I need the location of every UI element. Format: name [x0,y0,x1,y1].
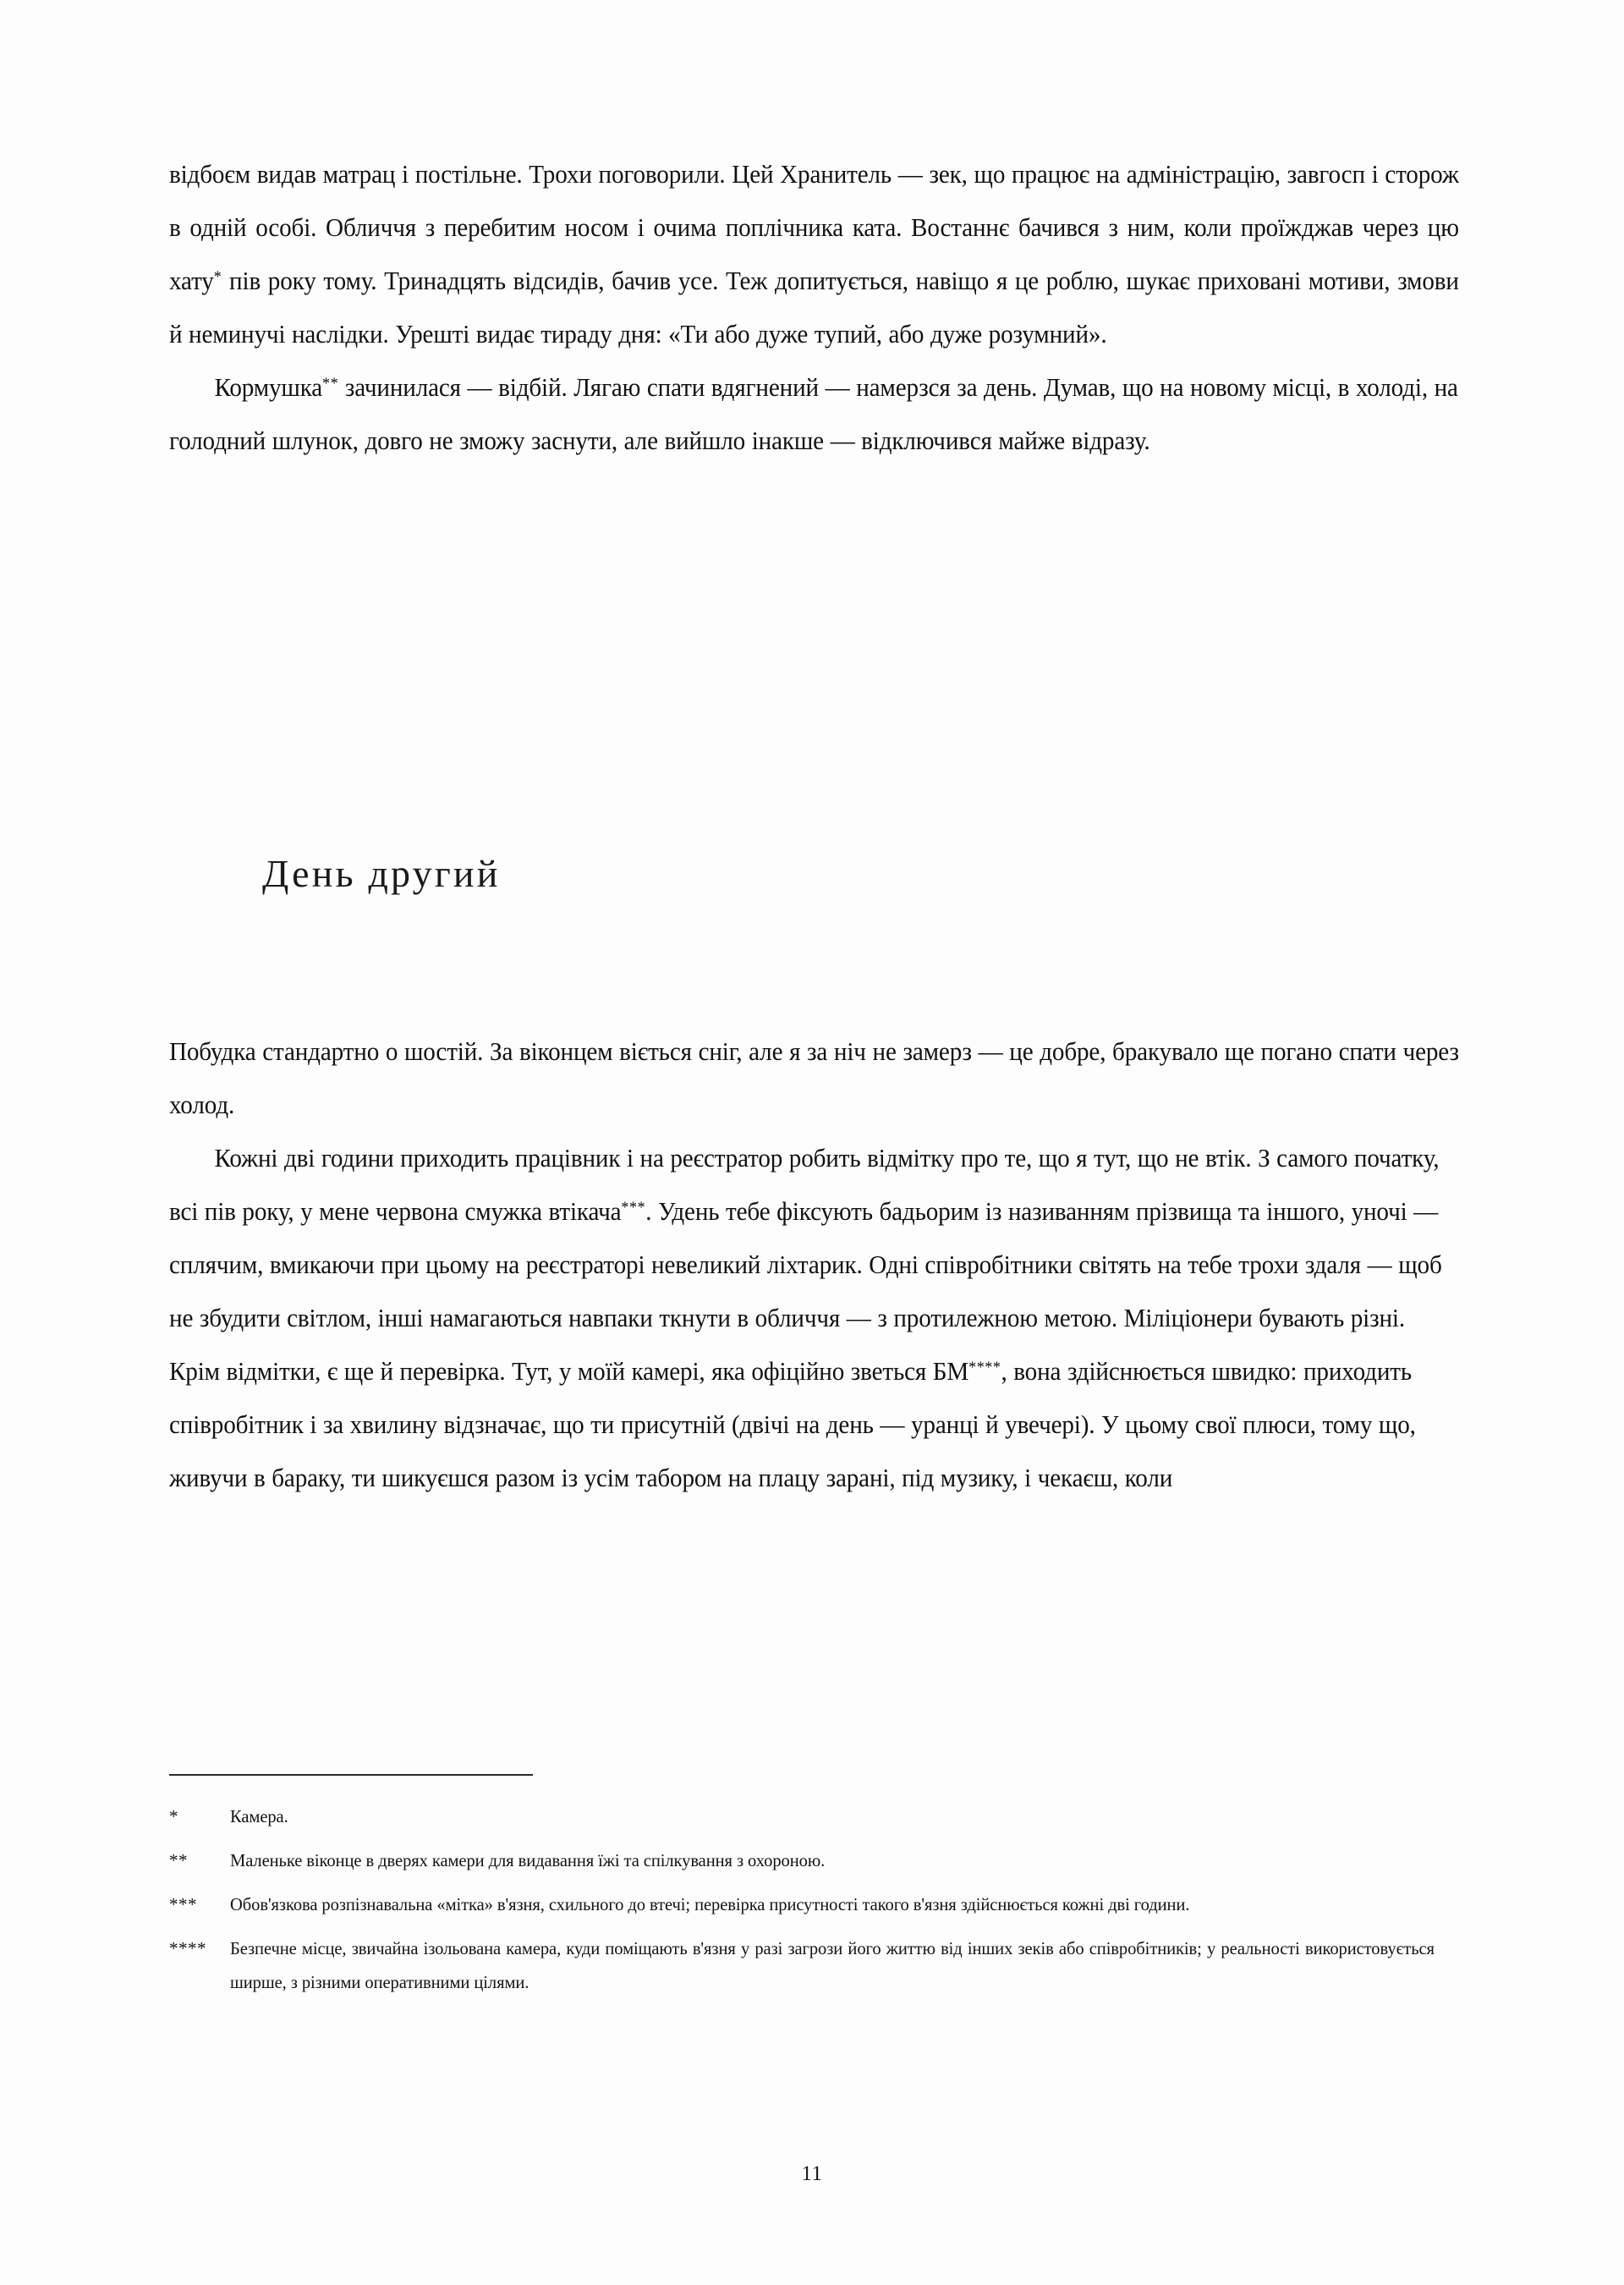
footnote-item [169,1887,1459,1921]
paragraph-4-text-end: , вона здійснюється швидко: приходить співробітник і за хвилину відзначає, що ти присутній (двічі на день — уранці й увечері). У цьому свої плюси, тому що, живучи в бараку, ти шикуєшся разом із усім табором на плацу зарані, під музику, і чекаєш, коли [169,1357,1416,1492]
footnote-text: Безпечне місце, звичайна ізольована камера, куди поміщають в'язня у разі загрози його життю від інших зеків або співробітників; у реальності використовується ширше, з різними оперативними цілями. [230,1938,1435,1992]
footnote-marker: * [169,1806,178,1826]
paragraph-1-text-cont: пів року тому. Тринадцять відсидів, бачив усе. Теж допитується, навіщо я це роблю, шукає приховані мотиви, змови й неминучі наслідки. Урешті видає тираду дня: «Ти або дуже тупий, або дуже розумний». [169,266,1459,349]
paragraph-3: Побудка стандартно о шостій. За віконцем віється сніг, але я за ніч не замерз — це добре, бракувало ще погано спати через холод. [169,1037,1459,1119]
paragraph-1-text: відбоєм видав матрац і постільне. Трохи поговорили. Цей Хранитель — зек, що працює на адміністрацію, завгосп і сторож в одній особі. Обличчя з перебитим носом і очима поплічника ката. Востаннє бачився з ним, коли проїжджав через цю хату [169,160,1459,295]
paragraph-2 [169,361,1459,468]
paragraph-2-text-cont: зачинилася — відбій. Лягаю спати вдягнений — намерзся за день. Думав, що на новому місці, в холоді, на голодний шлунок, довго не зможу заснути, але вийшло інакше — відключився майже відразу. [169,373,1458,455]
footnote-marker-2: ** [322,374,339,393]
paragraph-4-text-mid: . Удень тебе фіксують бадьорим із називанням прізвища та іншого, уночі — сплячим, вмикаючи при цьому на реєстраторі невеликий ліхтарик. Одні співробітники світять на тебе трохи здаля — щоб не збудити світлом, інші намагаються навпаки ткнути в обличчя — з протилежною метою. Міліціонери бувають різні. Крім відмітки, є ще й перевірка. Тут, у моїй камері, яка офіційно зветься БМ [169,1197,1442,1386]
footnote-text: Камера. [230,1806,288,1826]
footnote-marker-1: * [213,267,222,286]
paragraph-4-text: Кожні дві години приходить працівник і на реєстратор робить відмітку про те, що я тут, що не втік. З самого початку, всі пів року, у мене червона смужка втікача [169,1144,1440,1226]
page-text-block-top [169,148,1459,468]
footnote-marker: ** [169,1850,188,1870]
footnote-item [169,1931,1459,1999]
footnote-divider [169,1774,533,1776]
footnote-text: Обов'язкова розпізнавальна «мітка» в'язня, схильного до втечі; перевірка присутності такого в'язня здійснюється кожні дві години. [230,1894,1190,1914]
paragraph-continuation [169,148,1459,361]
footnote-section [169,1774,1459,2009]
paragraph-4 [169,1132,1459,1505]
footnote-item [169,1799,1459,1833]
page-number: 11 [801,2162,823,2185]
paragraph-2-text: Кормушка [214,373,323,402]
footnote-marker-4: **** [968,1358,1001,1376]
footnote-item [169,1843,1459,1877]
footnote-text: Маленьке віконце в дверях камери для видавання їжі та спілкування з охороною. [230,1850,826,1870]
footnote-marker-3: *** [621,1198,646,1217]
footnote-marker: **** [169,1938,206,1958]
footnote-marker: *** [169,1894,197,1914]
chapter-heading: День другий [262,852,501,895]
page-text-block-bottom [169,1025,1459,1505]
